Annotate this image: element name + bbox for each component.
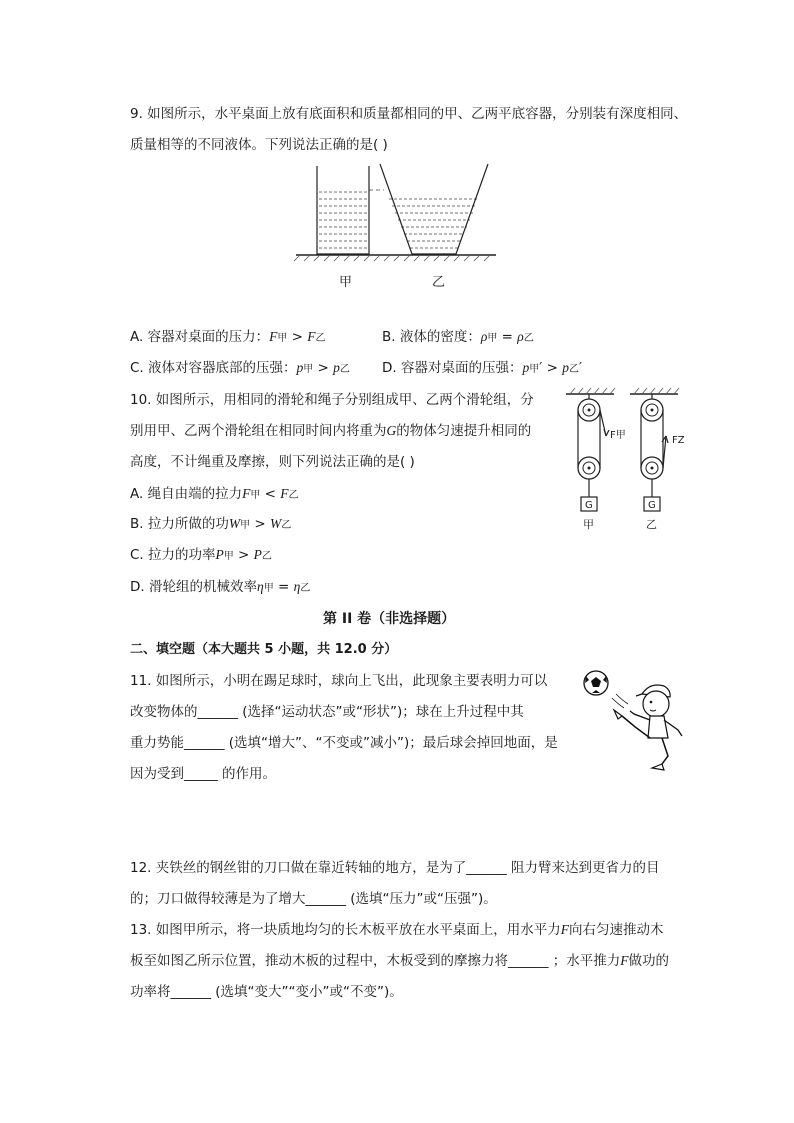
q12-line-2: 的；刀口做得较薄是为了增大______ (选填“压力”或“压强”)。 [130, 891, 497, 907]
q10-option-d: D. 滑轮组的机械效率η甲 = η乙 [130, 579, 311, 595]
q10-label-jia: 甲 [583, 518, 594, 531]
section-title: 第 II 卷（非选择题） [323, 611, 456, 627]
q10-option-c: C. 拉力的功率P甲 > P乙 [130, 547, 272, 563]
part-2-heading: 二、填空题（本大题共 5 小题，共 12.0 分） [130, 642, 398, 657]
q10-line-1: 10. 如图所示，用相同的滑轮和绳子分别组成甲、乙两个滑轮组，分 [130, 392, 534, 408]
q11-line-2: 改变物体的______ (选择“运动状态”或“形状”)；球在上升过程中其 [130, 704, 524, 720]
q9-option-a: A. 容器对桌面的压力：F甲 > F乙 [130, 329, 326, 345]
q10-line-3: 高度，不计绳重及摩擦，则下列说法正确的是( ) [130, 454, 415, 470]
q10-line-2: 别用甲、乙两个滑轮组在相同时间内将重为G的物体匀速提升相同的 [130, 423, 532, 439]
q11-line-4: 因为受到_____ 的作用。 [130, 766, 277, 782]
q9-option-c: C. 液体对容器底部的压强：p甲 > p乙 [130, 360, 350, 376]
q13-line-1: 13. 如图甲所示，将一块质地均匀的长木板平放在水平桌面上，用水平力F向右匀速推动木 [130, 922, 664, 938]
q13-line-3: 功率将______ (选填“变大”“变小”或“不变”)。 [130, 984, 403, 1000]
q11-line-1: 11. 如图所示，小明在踢足球时，球向上飞出，此现象主要表明力可以 [130, 673, 548, 689]
q12-line-1: 12. 夹铁丝的钢丝钳的刀口做在靠近转轴的地方，是为了______ 阻力臂来达到更省力的目 [130, 860, 660, 876]
q10-option-a: A. 绳自由端的拉力F甲 < F乙 [130, 486, 299, 502]
q10-left-weight-label: G [585, 500, 593, 511]
q10-option-b: B. 拉力所做的功W甲 > W乙 [130, 516, 292, 532]
q9-option-d: D. 容器对桌面的压强：p甲′ > p乙′ [382, 360, 583, 376]
q13-line-2: 板至如图乙所示位置，推动木板的过程中，木板受到的摩擦力将______ ；水平推力F做功的 [130, 953, 670, 969]
q9-containers-figure [292, 158, 498, 270]
q9-line-2: 质量相等的不同液体。下列说法正确的是( ) [130, 137, 388, 153]
q9-figure-label-jia: 甲 [339, 275, 353, 290]
q10-label-yi: 乙 [646, 518, 657, 531]
q10-left-force-label: F甲 [610, 430, 626, 441]
q9-line-1: 9. 如图所示，水平桌面上放有底面积和质量都相同的甲、乙两平底容器，分别装有深度相同、 [130, 106, 688, 122]
q10-pulley-figure [562, 386, 696, 536]
q10-right-weight-label: G [648, 500, 656, 511]
q11-line-3: 重力势能______ (选填“增大”、“不变或”减小”)；最后球会掉回地面，是 [130, 735, 558, 751]
q11-soccer-boy-figure [578, 664, 694, 774]
q9-figure-label-yi: 乙 [432, 275, 446, 290]
q9-option-b: B. 液体的密度：ρ甲 = ρ乙 [382, 329, 534, 345]
q10-right-force-label: FZ [672, 435, 685, 446]
